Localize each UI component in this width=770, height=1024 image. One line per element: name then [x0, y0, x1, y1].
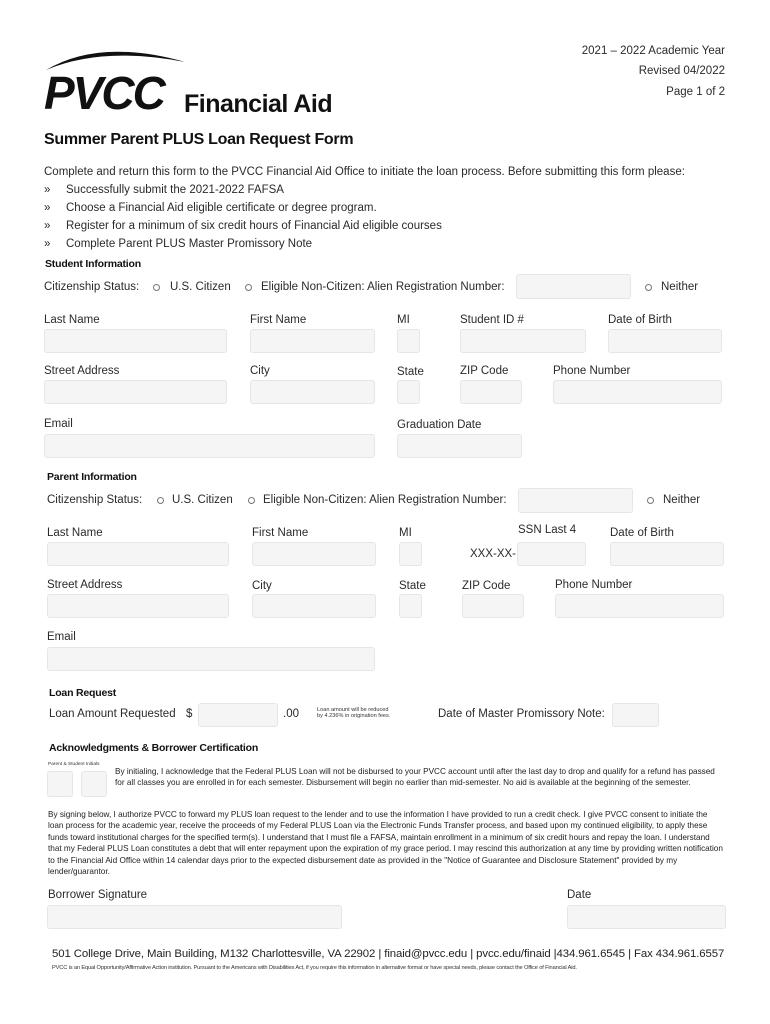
student-initials-field[interactable] [81, 771, 107, 797]
student-email-field[interactable] [44, 434, 375, 458]
form-title: Summer Parent PLUS Loan Request Form [44, 131, 354, 148]
parent-state-label: State [399, 580, 426, 592]
signature-date-label: Date [567, 889, 592, 901]
parent-street-field[interactable] [47, 594, 229, 618]
student-dob-field[interactable] [608, 329, 722, 353]
dollar-sign: $ [186, 708, 193, 720]
parent-noncitizen-radio[interactable] [248, 497, 255, 504]
parent-ssn-field[interactable] [517, 542, 586, 566]
parent-section-heading: Parent Information [47, 471, 137, 483]
loan-section-heading: Loan Request [49, 687, 117, 699]
bullet-icon: » [44, 238, 51, 250]
parent-city-label: City [252, 580, 272, 592]
parent-email-label: Email [47, 631, 76, 643]
student-city-field[interactable] [250, 380, 375, 404]
page-number: Page 1 of 2 [666, 86, 725, 98]
student-street-field[interactable] [44, 380, 227, 404]
bullet-icon: » [44, 184, 51, 196]
initial-acknowledgment-text: By initialing, I acknowledge that the Federal PLUS Loan will not be disbursed to your PVCC account until after the last day to drop and qualify for a refund has passed for all classes you are enrolled in for each semester. Disbursement will begin no earlier than mid-semester. No aid is available at the beginning of the semester. [115, 767, 715, 788]
parent-mi-label: MI [399, 527, 412, 539]
student-last-name-label: Last Name [44, 314, 100, 326]
student-id-field[interactable] [460, 329, 586, 353]
list-item: Register for a minimum of six credit hours of Financial Aid eligible courses [66, 220, 442, 232]
student-zip-field[interactable] [460, 380, 522, 404]
parent-dob-label: Date of Birth [610, 527, 674, 539]
loan-fee-note-line: Loan amount will be reduced [317, 707, 389, 713]
ack-section-heading: Acknowledgments & Borrower Certification [49, 742, 259, 754]
parent-initials-field[interactable] [47, 771, 73, 797]
parent-email-field[interactable] [47, 647, 375, 671]
student-alien-number-field[interactable] [516, 274, 631, 299]
parent-state-field[interactable] [399, 594, 422, 618]
logo-subtitle: Financial Aid [184, 90, 333, 118]
loan-amount-label: Loan Amount Requested [49, 708, 176, 720]
intro-text: Complete and return this form to the PVCC Financial Aid Office to initiate the loan process. Before submitting this form please: [44, 166, 685, 178]
parent-citizenship-label: Citizenship Status: [47, 494, 143, 506]
parent-ssn-prefix: XXX-XX- [470, 548, 517, 560]
parent-dob-field[interactable] [610, 542, 724, 566]
footer-disclaimer: PVCC is an Equal Opportunity/Affirmative Action institution. Pursuant to the Americans with Disabilities Act, if you require this information in alternative format or have special needs, please contact the Office of Financial Aid. [52, 965, 577, 971]
student-state-field[interactable] [397, 380, 420, 404]
mpn-date-field[interactable] [612, 703, 659, 727]
signature-date-field[interactable] [567, 905, 726, 929]
student-street-label: Street Address [44, 365, 120, 377]
parent-alien-number-field[interactable] [518, 488, 633, 513]
footer-address: 501 College Drive, Main Building, M132 Charlottesville, VA 22902 | finaid@pvcc.edu | pvcc.edu/finaid |434.961.6545 | Fax 434.961.6557 [52, 948, 725, 960]
parent-first-name-label: First Name [252, 527, 309, 539]
parent-phone-field[interactable] [555, 594, 724, 618]
parent-last-name-field[interactable] [47, 542, 229, 566]
loan-amount-field[interactable] [198, 703, 278, 727]
student-first-name-field[interactable] [250, 329, 375, 353]
student-phone-label: Phone Number [553, 365, 631, 377]
student-zip-label: ZIP Code [460, 365, 509, 377]
parent-us-citizen-radio[interactable] [157, 497, 164, 504]
student-dob-label: Date of Birth [608, 314, 672, 326]
parent-first-name-field[interactable] [252, 542, 376, 566]
list-item: Complete Parent PLUS Master Promissory Note [66, 238, 313, 250]
parent-neither-radio[interactable] [647, 497, 654, 504]
student-grad-date-field[interactable] [397, 434, 522, 458]
mpn-date-label: Date of Master Promissory Note: [438, 708, 605, 720]
student-id-label: Student ID # [460, 314, 524, 326]
parent-ssn-label: SSN Last 4 [518, 524, 577, 536]
loan-fee-note [317, 707, 390, 720]
borrower-signature-label: Borrower Signature [48, 889, 148, 901]
student-citizenship-label: Citizenship Status: [44, 281, 140, 293]
parent-us-citizen-label: U.S. Citizen [172, 494, 233, 506]
revised-date: Revised 04/2022 [638, 65, 725, 77]
parent-city-field[interactable] [252, 594, 376, 618]
bullet-icon: » [44, 202, 51, 214]
list-item: Choose a Financial Aid eligible certificate or degree program. [66, 202, 377, 214]
student-neither-label: Neither [661, 281, 699, 293]
list-item: Successfully submit the 2021-2022 FAFSA [66, 184, 284, 196]
student-first-name-label: First Name [250, 314, 307, 326]
student-email-label: Email [44, 418, 73, 430]
student-mi-field[interactable] [397, 329, 420, 353]
student-noncitizen-label: Eligible Non-Citizen: Alien Registration Number: [261, 281, 505, 293]
bullet-icon: » [44, 220, 51, 232]
parent-phone-label: Phone Number [555, 579, 633, 591]
parent-street-label: Street Address [47, 579, 123, 591]
academic-year: 2021 – 2022 Academic Year [581, 45, 725, 57]
parent-noncitizen-label: Eligible Non-Citizen: Alien Registration Number: [263, 494, 507, 506]
parent-neither-label: Neither [663, 494, 701, 506]
student-noncitizen-radio[interactable] [245, 284, 252, 291]
student-mi-label: MI [397, 314, 410, 326]
parent-mi-field[interactable] [399, 542, 422, 566]
student-grad-date-label: Graduation Date [397, 419, 482, 431]
parent-last-name-label: Last Name [47, 527, 103, 539]
student-last-name-field[interactable] [44, 329, 227, 353]
loan-fee-note-line: by 4.236% in origination fees. [317, 713, 391, 720]
student-us-citizen-label: U.S. Citizen [170, 281, 231, 293]
borrower-signature-field[interactable] [47, 905, 342, 929]
initials-label: Parent & Student Initials [48, 762, 100, 767]
loan-cents: .00 [283, 708, 299, 720]
student-city-label: City [250, 365, 270, 377]
student-state-label: State [397, 366, 424, 378]
parent-zip-label: ZIP Code [462, 580, 511, 592]
student-us-citizen-radio[interactable] [153, 284, 160, 291]
student-neither-radio[interactable] [645, 284, 652, 291]
pvcc-logo: PVCC [44, 67, 164, 119]
parent-zip-field[interactable] [462, 594, 524, 618]
borrower-certification-text: By signing below, I authorize PVCC to forward my PLUS loan request to the lender and to use the information I have provided to run a credit check. I give PVCC consent to initiate the loan process for the academic year, receive the proceeds of my Federal PLUS Loan via the Electronic Funds Transfer process, and based upon my continued eligibility, to apply these funds toward institutional charges for the specified term(s). I understand that I must file a FAFSA, maintain enrollment in a minimum of six credit hours and repay the loan. I understand that my Federal PLUS Loan constitutes a debt that will enter repayment upon the expiration of my grace period. I may rescind this authorization at any time by providing written notification to the Financial Aid Office within 14 calendar days prior to the expected disbursement date as provided in the "Notice of Guarantee and Disclosure Statement" provided by my lender/guarantor. [48, 810, 723, 877]
student-section-heading: Student Information [45, 258, 141, 270]
student-phone-field[interactable] [553, 380, 722, 404]
